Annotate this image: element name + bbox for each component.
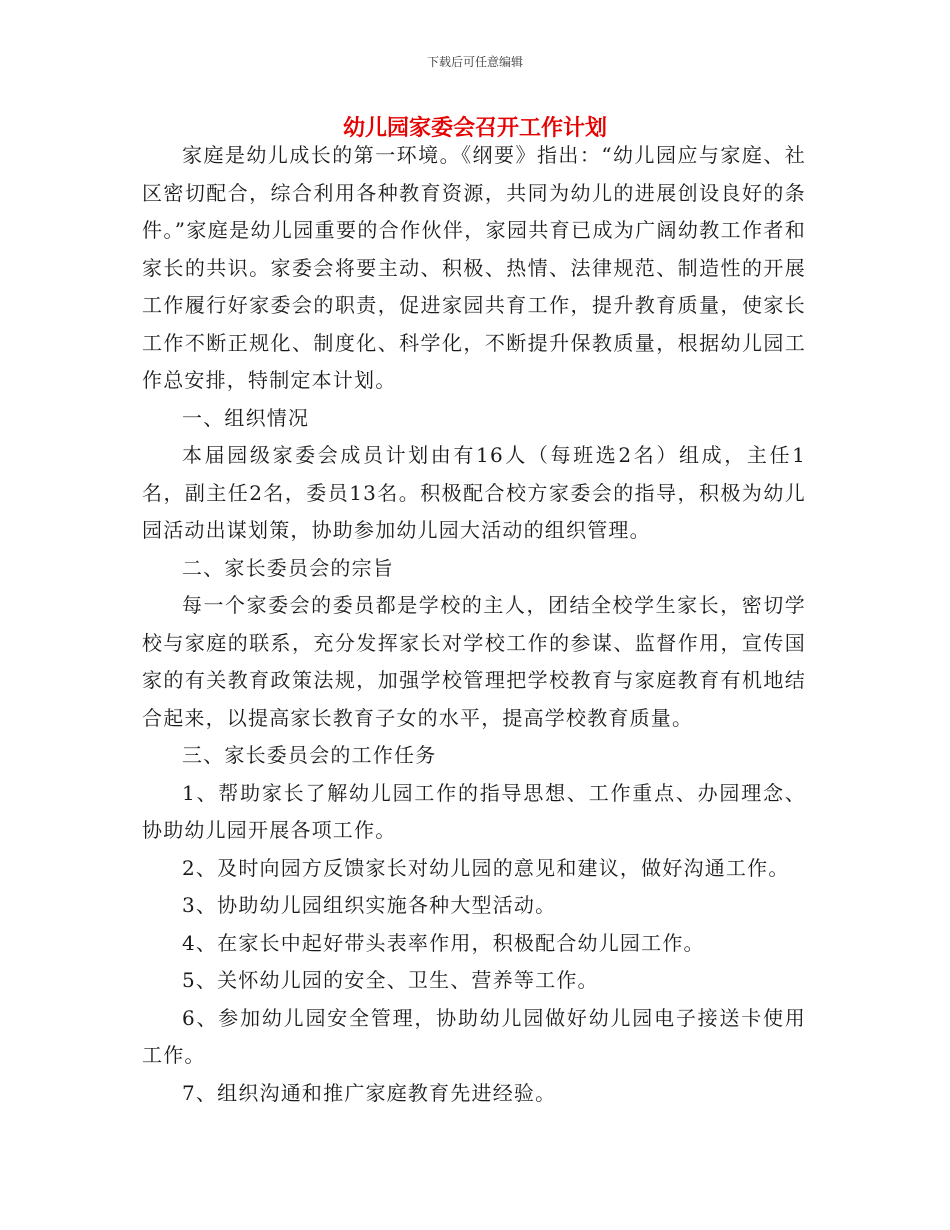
intro-paragraph: 家庭是幼儿成长的第一环境。《纲要》指出：“幼儿园应与家庭、社区密切配合，综合利用各种教育资源，共同为幼儿的进展创设良好的条件。”家庭是幼儿园重要的合作伙伴，家园共育已成为广阔幼教工作者和家长的共识。家委会将要主动、积极、热情、法律规范、制造性的开展工作履行好家委会的职责，促进家园共育工作，提升教育质量，使家长工作不断正规化、制度化、科学化，不断提升保教质量，根据幼儿园工作总安排，特制定本计划。 xyxy=(142,143,806,392)
task-item-1: 1、帮助家长了解幼儿园工作的指导思想、工作重点、办园理念、协助幼儿园开展各项工作。 xyxy=(142,780,806,842)
task-item-6: 6、参加幼儿园安全管理，协助幼儿园做好幼儿园电子接送卡使用工作。 xyxy=(142,1005,806,1067)
document-body xyxy=(142,137,806,1112)
task-item-7: 7、组织沟通和推广家庭教育先进经验。 xyxy=(182,1080,557,1105)
task-item-2: 2、及时向园方反馈家长对幼儿园的意见和建议，做好沟通工作。 xyxy=(182,855,790,880)
purpose-paragraph: 每一个家委会的委员都是学校的主人，团结全校学生家长，密切学校与家庭的联系，充分发挥家长对学校工作的参谋、监督作用，宣传国家的有关教育政策法规，加强学校管理把学校教育与家庭教育有机地结合起来，以提高家长教育子女的水平，提高学校教育质量。 xyxy=(142,593,806,730)
task-item-5: 5、关怀幼儿园的安全、卫生、营养等工作。 xyxy=(182,968,599,992)
task-item-4: 4、在家长中起好带头表率作用，积极配合幼儿园工作。 xyxy=(182,930,705,955)
section-heading-organization: 一、组织情况 xyxy=(182,405,310,430)
organization-paragraph: 本届园级家委会成员计划由有16人（每班选2名）组成，主任1名，副主任2名，委员13名。积极配合校方家委会的指导，积极为幼儿园活动出谋划策，协助参加幼儿园大活动的组织管理。 xyxy=(142,443,806,542)
section-heading-tasks: 三、家长委员会的工作任务 xyxy=(182,743,437,767)
task-item-3: 3、协助幼儿园组织实施各种大型活动。 xyxy=(182,893,557,917)
header-note: 下载后可任意编辑 xyxy=(426,55,523,69)
section-heading-purpose: 二、家长委员会的宗旨 xyxy=(182,555,394,580)
document-title: 幼儿园家委会召开工作计划 xyxy=(342,115,607,141)
